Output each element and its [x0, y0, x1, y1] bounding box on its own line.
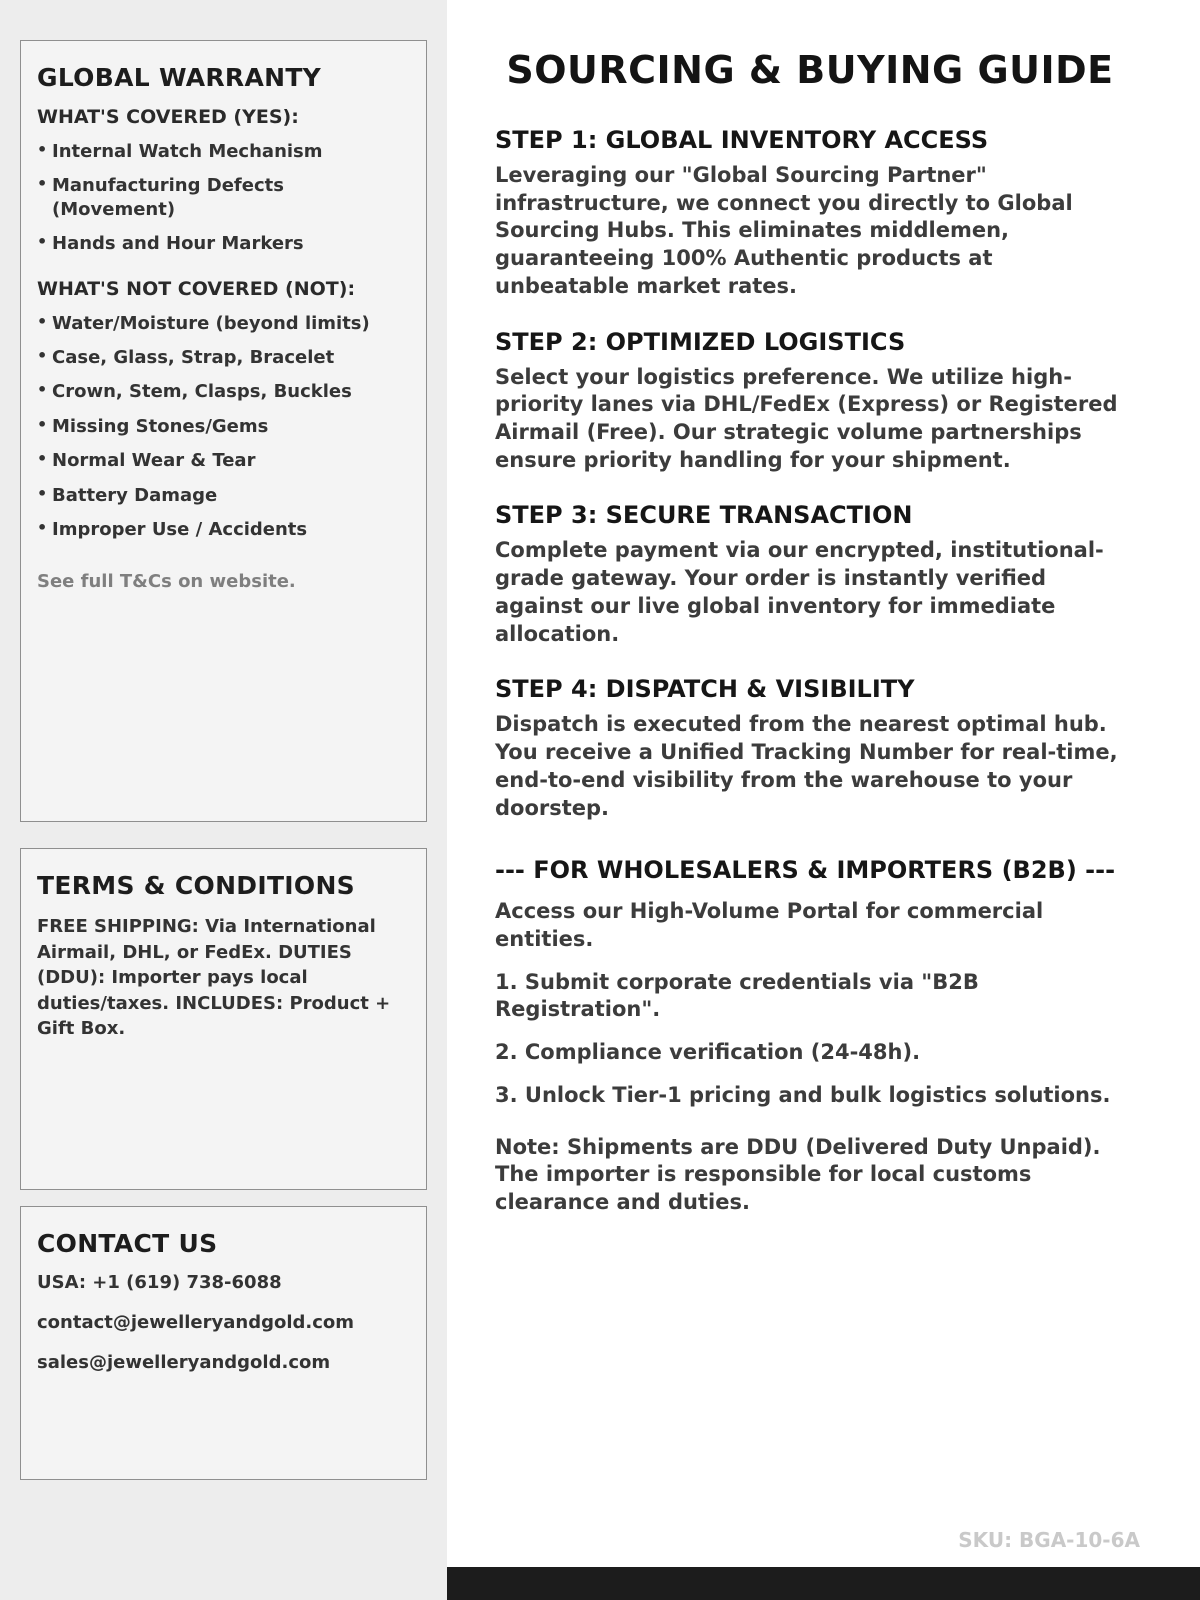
list-item: • Hands and Hour Markers — [37, 232, 410, 255]
contact-phone: USA: +1 (619) 738-6088 — [37, 1272, 282, 1293]
step-3-heading: STEP 3: SECURE TRANSACTION — [495, 501, 913, 530]
step-3-body: Complete payment via our encrypted, institutional-grade gateway. Your order is instantly verified against our live global inventory for immediate allocation. — [495, 538, 1104, 646]
b2b-note: Note: Shipments are DDU (Delivered Duty Unpaid). The importer is responsible for local customs clearance and duties. — [495, 1134, 1101, 1214]
list-item: • Improper Use / Accidents — [37, 518, 410, 541]
list-item: • Case, Glass, Strap, Bracelet — [37, 346, 410, 369]
contact-panel — [20, 1206, 427, 1480]
step-4-body: Dispatch is executed from the nearest optimal hub. You receive a Unified Tracking Number for real-time, end-to-end visibility from the warehouse to your doorstep. — [495, 712, 1118, 820]
terms-title: TERMS & CONDITIONS — [37, 871, 355, 900]
covered-list — [37, 140, 410, 256]
list-item: • Water/Moisture (beyond limits) — [37, 312, 410, 335]
step-1-body: Leveraging our "Global Sourcing Partner" infrastructure, we connect you directly to Global Sourcing Hubs. This eliminates middlemen, guaranteeing 100% Authentic products at unbeatable market rates. — [495, 163, 1073, 298]
list-item: • Crown, Stem, Clasps, Buckles — [37, 380, 410, 403]
b2b-intro: Access our High-Volume Portal for commercial entities. — [495, 899, 1044, 951]
step-3-section — [495, 501, 1125, 648]
sku-label: SKU: BGA-10-6A — [958, 1528, 1140, 1552]
list-item: • Battery Damage — [37, 484, 410, 507]
contact-email-primary: contact@jewelleryandgold.com — [37, 1312, 355, 1333]
step-2-heading: STEP 2: OPTIMIZED LOGISTICS — [495, 327, 906, 356]
list-item: • Internal Watch Mechanism — [37, 140, 410, 163]
warranty-panel — [20, 40, 427, 822]
page-title: SOURCING & BUYING GUIDE — [506, 48, 1114, 92]
step-4-heading: STEP 4: DISPATCH & VISIBILITY — [495, 675, 915, 704]
contact-email-sales: sales@jewelleryandgold.com — [37, 1352, 331, 1373]
b2b-item-2: 2. Compliance verification (24-48h). — [495, 1040, 921, 1065]
terms-body: FREE SHIPPING: Via International Airmail, DHL, or FedEx. DUTIES (DDU): Importer pays local duties/taxes. INCLUDES: Product + Gift Box. — [37, 916, 391, 1040]
step-1-heading: STEP 1: GLOBAL INVENTORY ACCESS — [495, 126, 989, 154]
b2b-item-3: 3. Unlock Tier-1 pricing and bulk logistics solutions. — [495, 1082, 1111, 1107]
step-1-section — [495, 126, 1125, 301]
b2b-heading: --- FOR WHOLESALERS & IMPORTERS (B2B) --- — [495, 856, 1116, 885]
list-item: • Normal Wear & Tear — [37, 449, 410, 472]
not-covered-subtitle: WHAT'S NOT COVERED (NOT): — [37, 277, 356, 300]
covered-subtitle: WHAT'S COVERED (YES): — [37, 106, 299, 128]
step-4-section — [495, 675, 1125, 822]
step-2-body: Select your logistics preference. We utilize high-priority lanes via DHL/FedEx (Express) or Registered Airmail (Free). Our strategic volume partnerships ensure priority handling for your shipment. — [495, 364, 1118, 472]
b2b-section — [495, 856, 1125, 1216]
sidebar — [0, 0, 447, 1600]
terms-panel — [20, 848, 427, 1190]
list-item: • Manufacturing Defects (Movement) — [37, 174, 410, 221]
b2b-item-1: 1. Submit corporate credentials via "B2B Registration". — [495, 969, 979, 1022]
main-content — [447, 0, 1200, 1600]
footer-bar — [447, 1567, 1200, 1600]
not-covered-list — [37, 312, 410, 542]
list-item: • Missing Stones/Gems — [37, 415, 410, 438]
contact-title: CONTACT US — [37, 1229, 218, 1258]
step-2-section — [495, 328, 1125, 475]
warranty-footnote: See full T&Cs on website. — [37, 571, 296, 593]
warranty-title: GLOBAL WARRANTY — [37, 63, 322, 92]
